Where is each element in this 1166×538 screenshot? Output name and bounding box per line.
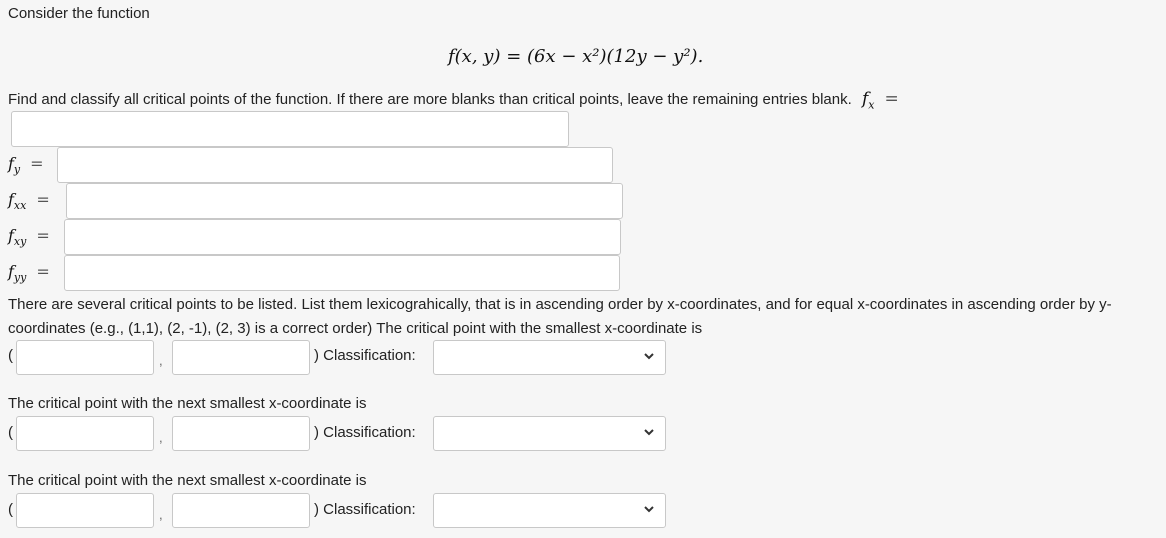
- point3-y-input[interactable]: [172, 493, 310, 528]
- fxy-input[interactable]: [64, 219, 621, 255]
- chevron-down-icon: [643, 350, 655, 362]
- point3-classification-select[interactable]: [433, 493, 666, 528]
- point1-classification-select[interactable]: [433, 340, 666, 375]
- fyy-label: $f_{yy}$ =: [8, 262, 50, 285]
- classification-label: ) Classification:: [314, 347, 416, 364]
- point3-x-input[interactable]: [16, 493, 154, 528]
- critical-points-instructions: There are several critical points to be listed. List them lexicograhically, that is in ascending order by x-coordinates, and for equal x-coordinates in ascending order by y-coordinates (e.g., (1,1), (2, -1), (2, 3) is a correct order) The critical point with the smallest x-coordinate is: [8, 296, 1112, 337]
- instructions-find: [8, 89, 899, 111]
- comma-separator: ,: [159, 353, 163, 368]
- fx-input[interactable]: [11, 111, 569, 147]
- fx-label: $f_x$ =: [861, 89, 899, 112]
- point2-x-input[interactable]: [16, 416, 154, 451]
- function-formula: f(x, y) = (6x − x²)(12y − y²).: [448, 46, 704, 67]
- fy-input[interactable]: [57, 147, 613, 183]
- open-paren: (: [8, 347, 13, 364]
- intro-text: Consider the function: [8, 5, 150, 22]
- point2-y-input[interactable]: [172, 416, 310, 451]
- fxy-label: $f_{xy}$ =: [8, 226, 50, 249]
- chevron-down-icon: [643, 426, 655, 438]
- comma-separator: ,: [159, 507, 163, 522]
- fy-label: $f_y$ =: [8, 154, 44, 177]
- classification-label: ) Classification:: [314, 501, 416, 518]
- comma-separator: ,: [159, 430, 163, 445]
- fxx-input[interactable]: [66, 183, 623, 219]
- fyy-input[interactable]: [64, 255, 620, 291]
- fxx-label: $f_{xx}$ =: [8, 190, 50, 213]
- open-paren: (: [8, 501, 13, 518]
- chevron-down-icon: [643, 503, 655, 515]
- point1-x-input[interactable]: [16, 340, 154, 375]
- open-paren: (: [8, 424, 13, 441]
- point1-y-input[interactable]: [172, 340, 310, 375]
- next-point-text: The critical point with the next smallest x-coordinate is: [8, 472, 367, 489]
- find-text: Find and classify all critical points of the function. If there are more blanks than critical points, leave the remaining entries blank.: [8, 91, 852, 108]
- next-point-text: The critical point with the next smallest x-coordinate is: [8, 395, 367, 412]
- classification-label: ) Classification:: [314, 424, 416, 441]
- point2-classification-select[interactable]: [433, 416, 666, 451]
